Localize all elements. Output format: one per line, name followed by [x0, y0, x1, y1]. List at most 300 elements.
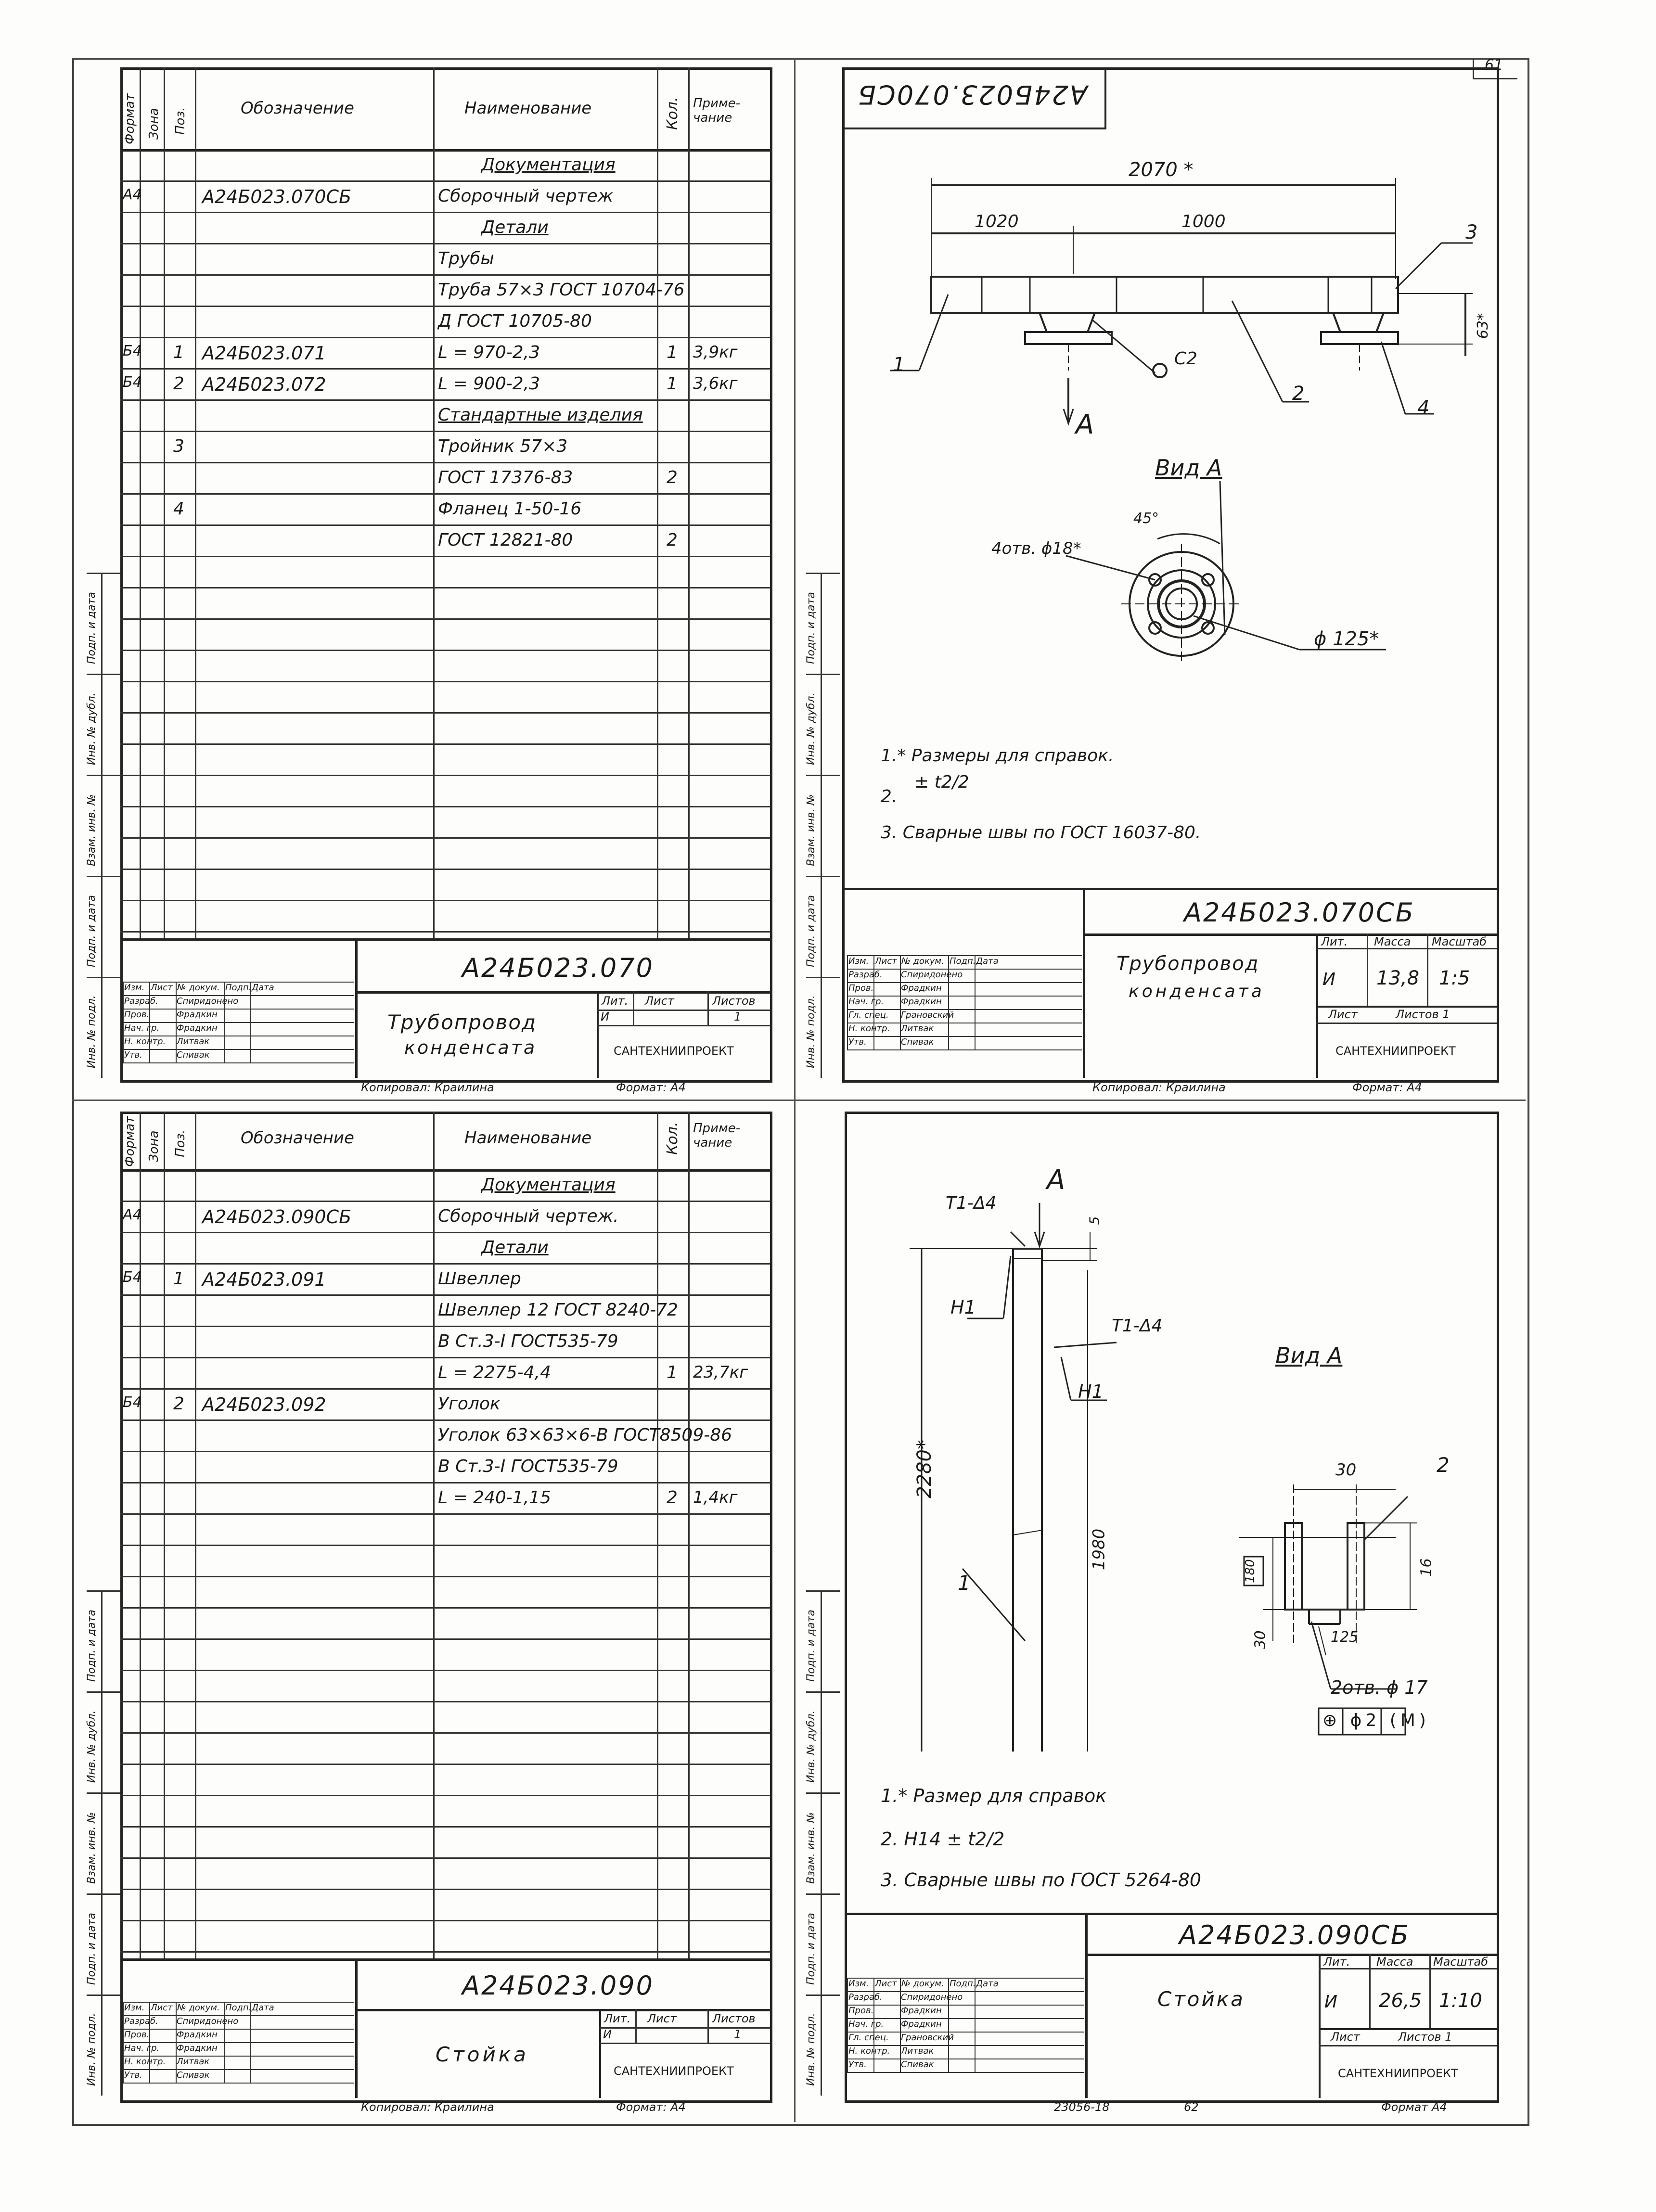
tb-role: Разраб.	[848, 1992, 883, 2002]
d1-tb-top	[842, 888, 1497, 890]
spec2-tb-sheets-value: 1	[734, 2028, 742, 2041]
spec-cell-qty: 2	[667, 530, 678, 550]
tb-row-line	[123, 2002, 354, 2003]
tb-col-header: Изм.	[848, 1979, 869, 1989]
side-stamp-label: Инв. № дубл.	[805, 1710, 817, 1783]
side-stamp-label: Подп. и дата	[86, 592, 98, 664]
side-stamp-line	[101, 1590, 103, 2096]
d2-tb-scale-value: 1:10	[1439, 1990, 1482, 2012]
d1-dim-height: 63*	[1475, 313, 1492, 339]
tb-role: Нач. гр.	[124, 2043, 160, 2053]
d1-tb-title1: Трубопровод	[1117, 953, 1259, 975]
side-stamp-sep	[87, 876, 120, 877]
spec2-tb-lit: Лит.	[604, 2012, 631, 2025]
d1-note-2: 2.	[881, 787, 898, 806]
spec2-tb-code: А24Б023.090	[462, 1970, 655, 2001]
side-stamp-label: Взам. инв. №	[86, 1812, 98, 1884]
spec-cell-designation: А24Б023.091	[202, 1268, 326, 1290]
tb-row-line	[847, 982, 1082, 983]
d1-tb-title2: конденсата	[1129, 982, 1265, 1001]
d2-callout-1: 1	[958, 1571, 971, 1595]
spec-cell-note: 23,7кг	[693, 1362, 748, 1382]
spec2-row-line	[120, 1326, 770, 1327]
tb-col-header: Подп.	[225, 983, 252, 993]
d1-view-holes: 4отв. ϕ18*	[991, 539, 1081, 558]
spec2-format: Формат: А4	[616, 2100, 686, 2114]
d2-callout-2: 2	[1437, 1453, 1450, 1477]
spec-cell-name: Труба 57×3 ГОСТ 10704-76	[438, 280, 685, 300]
tb-col-header: № докум.	[177, 983, 220, 993]
tb-role: Пров.	[124, 1010, 150, 1020]
d2-tb-mass: Масса	[1376, 1955, 1413, 1969]
spec-cell-name: ГОСТ 17376-83	[438, 467, 573, 487]
spec-cell-designation: А24Б023.072	[202, 373, 326, 395]
spec-cell-name: В Ст.3-I ГОСТ535-79	[438, 1456, 618, 1476]
tb-col-header: Подп.	[950, 956, 976, 966]
spec-cell-pos: 2	[173, 1394, 184, 1414]
spec-cell-name: Трубы	[438, 248, 494, 269]
side-stamp-line	[101, 573, 103, 1078]
tb-col-line	[975, 1978, 976, 2072]
spec2-hdr-name: Наименование	[464, 1128, 592, 1148]
d1-tb-mass-value: 13,8	[1376, 967, 1420, 989]
d2-view-title: Вид А	[1275, 1343, 1343, 1368]
tb-signer: Фрадкин	[177, 1010, 218, 1020]
spec2-row-line	[120, 1764, 770, 1765]
tb-row-line	[123, 2069, 354, 2070]
spec1-format: Формат: А4	[616, 1081, 686, 1094]
spec-cell-name: Швеллер 12 ГОСТ 8240-72	[438, 1300, 678, 1320]
d2-tb-org: САНТЕХНИИПРОЕКТ	[1338, 2067, 1458, 2080]
d1-tb-scale: Масштаб	[1432, 935, 1487, 948]
d2-format: Формат А4	[1381, 2100, 1447, 2114]
spec1-hdr-note: Приме-чание	[693, 96, 740, 125]
spec-cell-name: L = 900-2,3	[438, 373, 540, 394]
tb-row-line	[847, 1049, 1082, 1050]
spec1-tb-sheets-value: 1	[734, 1010, 742, 1023]
spec-cell-name: L = 970-2,3	[438, 342, 540, 362]
spec-cell-note: 3,9кг	[693, 342, 738, 362]
spec-cell-qty: 1	[667, 1362, 678, 1382]
tb-col-header: Подп.	[225, 2003, 252, 2013]
spec-cell-name: Уголок 63×63×6-В ГОСТ8509-86	[438, 1425, 732, 1445]
tb-role: Пров.	[848, 2006, 874, 2016]
spec2-row-line	[120, 1232, 770, 1233]
spec1-copied: Копировал: Краилина	[361, 1081, 494, 1094]
side-stamp-label: Инв. № подл.	[805, 2013, 817, 2086]
d1-tb-code: А24Б023.070СБ	[1184, 897, 1415, 928]
tb-row-line	[847, 1991, 1084, 1992]
spec-cell-name: Документация	[481, 154, 616, 175]
d2-tb-title1: Стойка	[1157, 1987, 1245, 2011]
spec-cell-name: Стандартные изделия	[438, 405, 643, 425]
spec-cell-designation: А24Б023.092	[202, 1394, 326, 1415]
spec2-hdr-zone: Зона	[147, 1130, 161, 1162]
tb-row-line	[123, 2029, 354, 2030]
spec2-row-line	[120, 1826, 770, 1828]
d2-weld-top: Т1-Δ4	[946, 1193, 997, 1213]
spec-cell-name: Тройник 57×3	[438, 436, 568, 456]
tb-col-header: Дата	[252, 2003, 274, 2013]
spec2-tb-org: САНТЕХНИИПРОЕКТ	[614, 2064, 734, 2078]
tb-row-line	[123, 2083, 354, 2084]
side-stamp-label: Инв. № подл.	[86, 2013, 98, 2086]
side-stamp-label: Инв. № подл.	[86, 995, 98, 1068]
d2-note-2: 2. Н14 ± t2/2	[881, 1828, 1005, 1850]
tb-col-header: Лист	[151, 2003, 173, 2013]
side-stamp-label: Подп. и дата	[805, 592, 817, 664]
d2-dim-w30: 30	[1335, 1460, 1357, 1480]
spec2-header-bottom	[120, 1169, 770, 1172]
d2-dim-h180: 180	[1243, 1559, 1258, 1583]
side-stamp-sep	[806, 1792, 840, 1794]
tb-role: Гл. спец.	[848, 2033, 889, 2043]
tb-row-line	[847, 2005, 1084, 2006]
side-stamp-line	[821, 1590, 822, 2096]
tb-signer: Литвак	[901, 2046, 934, 2056]
tb-role: Нач. гр.	[848, 997, 884, 1007]
d2-h1-left: Н1	[950, 1297, 976, 1318]
side-stamp-label: Подп. и дата	[86, 1610, 98, 1682]
tb-row-line	[847, 2072, 1084, 2073]
spec2-row-line	[120, 1482, 770, 1483]
side-stamp-line	[821, 573, 822, 1078]
d1-weld-mark: С2	[1174, 349, 1198, 369]
spec-cell-pos: 1	[173, 342, 184, 362]
corner-number: 61	[1485, 57, 1503, 74]
d1-callout-2: 2	[1292, 383, 1305, 405]
spec-cell-qty: 1	[667, 342, 678, 362]
tb-signer: Фрадкин	[177, 2043, 218, 2053]
spec-cell-format: А4	[123, 1206, 142, 1223]
spec2-hdr-format: Формат	[123, 1116, 137, 1167]
d1-tb-sheets: Листов 1	[1396, 1008, 1450, 1021]
tb-col-header: Изм.	[848, 956, 869, 966]
tb-col-header: № докум.	[901, 1979, 944, 1989]
side-stamp-label: Взам. инв. №	[805, 1812, 817, 1884]
d1-note-2-value: ± t2/2	[914, 772, 969, 792]
spec-cell-designation: А24Б023.070СБ	[202, 186, 352, 207]
tb-role: Н. контр.	[124, 1036, 166, 1047]
d2-tb-lit-value: И	[1324, 1992, 1337, 2012]
spec1-hdr-zone: Зона	[147, 108, 161, 140]
spec-cell-name: Детали	[481, 1237, 549, 1257]
spec2-row-line	[120, 1795, 770, 1796]
side-stamp-label: Инв. № подл.	[805, 995, 817, 1068]
d2-note-1: 1.* Размер для справок	[881, 1785, 1107, 1806]
spec1-tb-org: САНТЕХНИИПРОЕКТ	[614, 1044, 734, 1058]
d2-dim-gap: 5	[1086, 1216, 1103, 1225]
d1-dim-total: 2070 *	[1129, 159, 1194, 181]
spec-cell-name: L = 2275-4,4	[438, 1362, 551, 1382]
side-stamp-label: Взам. инв. №	[86, 794, 98, 866]
tb-signer: Спивак	[901, 2059, 934, 2070]
spec2-row-line	[120, 1388, 770, 1390]
d1-dim-right: 1000	[1181, 212, 1226, 231]
spec2-hdr-note: Приме-чание	[693, 1121, 740, 1150]
spec-cell-format: Б4	[123, 342, 142, 359]
spec-cell-format: А4	[123, 186, 142, 203]
tb-col-line	[149, 2002, 150, 2083]
side-stamp-sep	[87, 1893, 120, 1895]
d1-tb-sheet: Лист	[1328, 1008, 1358, 1021]
d1-tb-lit-value: И	[1322, 970, 1335, 989]
spec2-row-line	[120, 1889, 770, 1890]
spec2-row-line	[120, 1294, 770, 1296]
tb-col-line	[847, 1978, 848, 2072]
spec1-hdr-qty: Кол.	[664, 97, 681, 130]
side-stamp-sep	[806, 674, 840, 675]
tb-role: Утв.	[124, 1050, 142, 1060]
spec2-row-line	[120, 1732, 770, 1734]
spec2-row-line	[120, 1857, 770, 1859]
spec-cell-designation: А24Б023.090СБ	[202, 1206, 352, 1227]
d1-tb-mass: Масса	[1374, 935, 1411, 948]
d1-copied: Копировал: Краилина	[1092, 1081, 1226, 1094]
d2-tb-scale: Масштаб	[1433, 1955, 1489, 1969]
spec2-hdr-designation: Обозначение	[241, 1128, 354, 1148]
tb-signer: Фрадкин	[177, 2030, 218, 2040]
d2-weld-right: Т1-Δ4	[1112, 1316, 1163, 1336]
spec-cell-format: Б4	[123, 373, 142, 391]
tb-signer: Литвак	[177, 2057, 210, 2067]
tb-col-header: Дата	[976, 1979, 999, 1989]
spec-cell-name: ГОСТ 12821-80	[438, 530, 573, 550]
side-stamp-sep	[87, 1995, 120, 1996]
d1-format: Формат: А4	[1352, 1081, 1422, 1094]
tb-col-header: № докум.	[901, 956, 944, 966]
tb-role: Утв.	[848, 2059, 867, 2070]
tb-signer: Фрадкин	[901, 2006, 942, 2016]
side-stamp-sep	[87, 1691, 120, 1693]
tb-role: Пров.	[124, 2030, 150, 2040]
side-stamp-sep	[806, 876, 840, 877]
d2-holes: 2отв. ϕ 17	[1331, 1677, 1428, 1698]
tb-signer: Грановский	[901, 2033, 954, 2043]
spec2-row-line	[120, 1451, 770, 1452]
tb-signer: Спивак	[901, 1037, 934, 1047]
spec2-row-line	[120, 1576, 770, 1577]
d1-tb-lit: Лит.	[1321, 935, 1348, 948]
spec-cell-note: 1,4кг	[693, 1487, 738, 1507]
spec-cell-format: Б4	[123, 1268, 142, 1286]
spec-cell-pos: 3	[173, 436, 184, 456]
spec2-hdr-qty: Кол.	[664, 1122, 681, 1155]
spec2-row-line	[120, 1701, 770, 1702]
d1-view-diam: ϕ 125*	[1314, 628, 1379, 650]
d2-tb-mass-value: 26,5	[1379, 1990, 1422, 2012]
tb-role: Нач. гр.	[124, 1023, 160, 1033]
tb-role: Н. контр.	[848, 2046, 890, 2056]
d2-h1-right: Н1	[1078, 1381, 1104, 1402]
d1-callout-3: 3	[1465, 221, 1478, 243]
spec1-hdr-name: Наименование	[464, 99, 592, 118]
tb-row-line	[847, 1036, 1082, 1037]
spec1-tb-code: А24Б023.070	[462, 953, 655, 983]
side-stamp-label: Подп. и дата	[805, 1610, 817, 1682]
spec-cell-name: Документация	[481, 1175, 616, 1195]
side-stamp-sep	[806, 977, 840, 978]
tb-role: Разраб.	[848, 970, 883, 980]
tb-signer: Спивак	[177, 2070, 210, 2080]
tb-role: Утв.	[124, 2070, 142, 2080]
side-stamp-label: Взам. инв. №	[805, 794, 817, 866]
tb-role: Нач. гр.	[848, 2019, 884, 2029]
spec-cell-name: Д ГОСТ 10705-80	[438, 311, 592, 331]
spec-cell-qty: 1	[667, 373, 678, 394]
d2-tb-lit: Лит.	[1323, 1955, 1350, 1969]
side-stamp-sep	[87, 573, 120, 574]
d2-dim-d125: 125	[1331, 1629, 1359, 1646]
tb-signer: Спиридонено	[177, 2016, 239, 2026]
spec-cell-name: L = 240-1,15	[438, 1487, 551, 1508]
side-stamp-label: Подп. и дата	[86, 895, 98, 967]
spec-cell-qty: 2	[667, 467, 678, 487]
side-stamp-label: Инв. № дубл.	[86, 692, 98, 765]
spec2-row-line	[120, 1607, 770, 1609]
spec-cell-pos: 4	[173, 499, 184, 519]
tb-col-header: Лист	[151, 983, 173, 993]
side-stamp-label: Подп. и дата	[86, 1913, 98, 1985]
side-stamp-sep	[87, 1590, 120, 1592]
side-stamp-sep	[806, 1691, 840, 1693]
tb-col-header: Дата	[252, 983, 274, 993]
tb-role: Пров.	[848, 983, 874, 993]
d2-dim-inner: 1980	[1089, 1528, 1109, 1571]
spec1-tb-sheets: Листов	[712, 994, 756, 1008]
spec2-copied: Копировал: Краилина	[361, 2100, 494, 2114]
side-stamp-sep	[806, 573, 840, 574]
spec2-row-line	[120, 1419, 770, 1421]
d2-dim-total: 2280*	[913, 1440, 936, 1498]
side-stamp-sep	[87, 977, 120, 978]
spec2-row-line	[120, 1920, 770, 1921]
tb-role: Разраб.	[124, 2016, 158, 2026]
spec2-row-line	[120, 1263, 770, 1265]
tb-col-line	[123, 2002, 124, 2083]
tb-signer: Литвак	[177, 1036, 210, 1047]
spec-cell-name: Швеллер	[438, 1268, 521, 1289]
side-stamp-label: Инв. № дубл.	[805, 692, 817, 765]
tb-signer: Спиридонено	[901, 1992, 963, 2002]
spec-cell-qty: 2	[667, 1487, 678, 1508]
spec1-hdr-pos: Поз.	[173, 107, 188, 135]
spec-cell-pos: 1	[173, 1268, 184, 1289]
spec-cell-note: 3,6кг	[693, 373, 738, 393]
spec1-tb-lit: Лит.	[602, 994, 629, 1008]
spec2-row-line	[120, 1513, 770, 1515]
spec2-hdr-pos: Поз.	[173, 1129, 188, 1157]
d1-view-angle: 45°	[1133, 510, 1159, 527]
side-stamp-sep	[806, 1590, 840, 1592]
spec2-row-line	[120, 1545, 770, 1546]
d2-dim-h16: 16	[1418, 1558, 1435, 1577]
d1-callout-1: 1	[893, 354, 905, 376]
drawing1-mirrored-code: А24Б023.070СБ	[857, 79, 1088, 110]
tb-role: Утв.	[848, 1037, 867, 1047]
tb-col-line	[975, 955, 976, 1049]
tb-col-line	[250, 2002, 251, 2083]
side-stamp-label: Подп. и дата	[805, 1913, 817, 1985]
side-stamp-sep	[87, 775, 120, 776]
d1-view-title: Вид А	[1155, 455, 1222, 481]
d2-sheet-number: 62	[1184, 2100, 1199, 2114]
tb-signer: Фрадкин	[177, 1023, 218, 1033]
tb-signer: Спивак	[177, 1050, 210, 1060]
spec2-row-line	[120, 1201, 770, 1202]
spec1-tb-title2: конденсата	[404, 1037, 537, 1058]
spec1-hdr-format: Формат	[123, 93, 137, 144]
d1-tb-scale-value: 1:5	[1439, 967, 1470, 989]
d1-tb-split	[1083, 888, 1085, 1078]
spec2-tb-sheets: Листов	[712, 2012, 756, 2025]
spec-cell-name: Уголок	[438, 1394, 501, 1414]
spec2-tb-sheet: Лист	[647, 2012, 677, 2025]
tb-col-header: Изм.	[124, 2003, 145, 2013]
spec2-row-line	[120, 1357, 770, 1358]
tb-col-line	[224, 2002, 225, 2083]
tb-col-header: Изм.	[124, 983, 145, 993]
side-stamp-label: Подп. и дата	[805, 895, 817, 967]
tb-col-header: Лист	[875, 956, 897, 966]
side-stamp-sep	[87, 1792, 120, 1794]
spec-cell-format: Б4	[123, 1394, 142, 1411]
side-stamp-sep	[87, 674, 120, 675]
spec-cell-name: Сборочный чертеж.	[438, 1206, 619, 1226]
tb-signer: Фрадкин	[901, 2019, 942, 2029]
spec2-row-line	[120, 1638, 770, 1640]
spec-cell-name: В Ст.3-I ГОСТ535-79	[438, 1331, 618, 1351]
spec1-tb-sheet: Лист	[645, 994, 674, 1008]
d2-dim-h30: 30	[1252, 1630, 1269, 1649]
spec-cell-name: Детали	[481, 217, 549, 237]
spec1-tb-lit-value: И	[601, 1010, 609, 1023]
spec2-tb-lit-value: И	[603, 2028, 612, 2041]
d2-tb-sheet: Лист	[1331, 2030, 1360, 2044]
side-stamp-sep	[806, 1893, 840, 1895]
side-stamp-sep	[806, 775, 840, 776]
tb-row-line	[847, 1978, 1084, 1979]
tb-signer: Спиридонено	[901, 970, 963, 980]
d2-tolerance: ⊕ ϕ2 (M)	[1322, 1711, 1430, 1730]
tb-col-header: № докум.	[177, 2003, 220, 2013]
d2-note-3: 3. Сварные швы по ГОСТ 5264-80	[881, 1869, 1202, 1891]
d1-note-3: 3. Сварные швы по ГОСТ 16037-80.	[881, 823, 1201, 843]
side-stamp-label: Инв. № дубл.	[86, 1710, 98, 1783]
d1-tb-org: САНТЕХНИИПРОЕКТ	[1335, 1044, 1456, 1058]
spec2-row-line	[120, 1670, 770, 1671]
spec2-tb-top	[120, 1958, 770, 1961]
d1-callout-4: 4	[1417, 397, 1430, 419]
tb-signer: Литвак	[901, 1023, 934, 1034]
spec1-tb-title1: Трубопровод	[387, 1010, 537, 1034]
spec2-tb-title1: Стойка	[436, 2043, 529, 2066]
tb-col-header: Дата	[976, 956, 999, 966]
d2-view-arrow: А	[1047, 1164, 1065, 1196]
tb-role: Н. контр.	[124, 2057, 166, 2067]
d2-archive-number: 23056-18	[1054, 2100, 1110, 2114]
tb-role: Гл. спец.	[848, 1010, 889, 1020]
tb-col-line	[847, 955, 848, 1049]
d2-tb-code: А24Б023.090СБ	[1179, 1920, 1410, 1950]
spec-cell-designation: А24Б023.071	[202, 342, 326, 364]
spec2-row-line	[120, 1951, 770, 1953]
d1-view-arrow: А	[1076, 409, 1094, 440]
spec-cell-pos: 2	[173, 373, 184, 394]
tb-role: Разраб.	[124, 996, 158, 1006]
d2-tb-sheets: Листов 1	[1398, 2030, 1452, 2044]
tb-signer: Грановский	[901, 1010, 954, 1020]
